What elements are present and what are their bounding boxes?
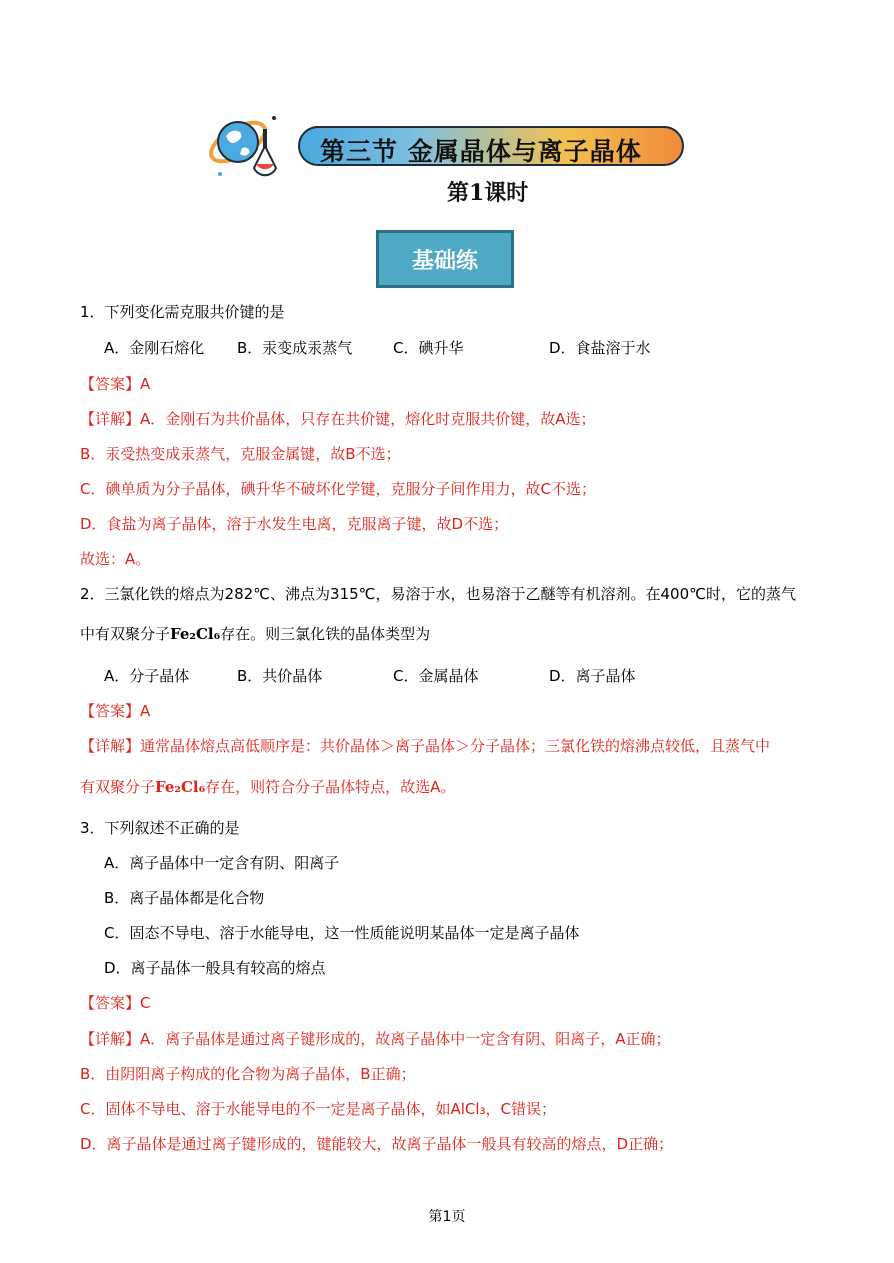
q1-explain-line: C．碘单质为分子晶体，碘升华不破坏化学键，克服分子间作用力，故C不选； bbox=[80, 480, 596, 498]
q3-stem: 3．下列叙述不正确的是 bbox=[80, 819, 240, 837]
q1-stem: 1．下列变化需克服共价键的是 bbox=[80, 303, 285, 321]
q2-explain-line1: 【详解】通常晶体熔点高低顺序是：共价晶体＞离子晶体＞分子晶体；三氯化铁的熔沸点较低，且蒸气中 bbox=[80, 737, 771, 755]
q1-explain-line: 【详解】A．金刚石为共价晶体，只存在共价键，熔化时克服共价键，故A选； bbox=[80, 410, 596, 428]
q1-option-b: B．汞变成汞蒸气 bbox=[237, 339, 353, 357]
q2-explain-part: 有双聚分子 bbox=[80, 778, 156, 796]
fe2cl6-formula: Fe₂Cl₆ bbox=[170, 625, 221, 643]
q3-explain-line: C．固体不导电、溶于水能导电的不一定是离子晶体，如AlCl₃，C错误； bbox=[80, 1100, 557, 1118]
q2-option-b: B．共价晶体 bbox=[237, 667, 323, 685]
fe2cl6-formula: Fe₂Cl₆ bbox=[155, 778, 206, 796]
q2-answer: 【答案】A bbox=[80, 702, 151, 720]
q1-option-a: A．金刚石熔化 bbox=[104, 339, 205, 357]
lesson-subtitle: 第1课时 bbox=[447, 180, 529, 206]
q1-option-c: C．碘升华 bbox=[393, 339, 464, 357]
page-title: 第三节 金属晶体与离子晶体 bbox=[320, 137, 642, 166]
section-badge-label: 基础练 bbox=[411, 247, 478, 274]
q2-stem-part: 存在。则三氯化铁的晶体类型为 bbox=[220, 625, 431, 643]
q1-answer: 【答案】A bbox=[80, 375, 151, 393]
q2-option-a: A．分子晶体 bbox=[104, 667, 190, 685]
q2-explain-line2 bbox=[80, 777, 455, 797]
q2-stem-part: 中有双聚分子 bbox=[80, 625, 171, 643]
section-badge bbox=[376, 230, 514, 288]
q1-option-d: D．食盐溶于水 bbox=[549, 339, 651, 357]
q3-option-d: D．离子晶体一般具有较高的熔点 bbox=[104, 959, 326, 977]
q3-option-c: C．固态不导电、溶于水能导电，这一性质能说明某晶体一定是离子晶体 bbox=[104, 924, 580, 942]
q2-stem-line2 bbox=[80, 624, 430, 644]
q2-stem-line1: 2．三氯化铁的熔点为282℃、沸点为315℃，易溶于水，也易溶于乙醚等有机溶剂。在400℃时，它的蒸气 bbox=[80, 585, 796, 603]
q3-explain-line: 【详解】A．离子晶体是通过离子键形成的，故离子晶体中一定含有阴、阳离子，A正确； bbox=[80, 1030, 671, 1048]
q1-conclusion: 故选：A。 bbox=[80, 550, 151, 568]
q2-option-c: C．金属晶体 bbox=[393, 667, 479, 685]
q3-explain-line: B．由阴阳离子构成的化合物为离子晶体，B正确； bbox=[80, 1065, 416, 1083]
q3-answer: 【答案】C bbox=[80, 994, 151, 1012]
title-banner bbox=[298, 126, 684, 166]
q2-explain-part: 存在，则符合分子晶体特点，故选A。 bbox=[205, 778, 456, 796]
globe-flask-logo-icon bbox=[204, 108, 294, 188]
q3-option-a: A．离子晶体中一定含有阴、阳离子 bbox=[104, 854, 340, 872]
q3-option-b: B．离子晶体都是化合物 bbox=[104, 889, 265, 907]
q3-explain-line: D．离子晶体是通过离子键形成的，键能较大，故离子晶体一般具有较高的熔点，D正确； bbox=[80, 1135, 674, 1153]
q1-explain-line: D．食盐为离子晶体，溶于水发生电离，克服离子键，故D不选； bbox=[80, 515, 509, 533]
q1-explain-line: B．汞受热变成汞蒸气，克服金属键，故B不选； bbox=[80, 445, 401, 463]
q2-option-d: D．离子晶体 bbox=[549, 667, 636, 685]
page-number: 第1页 bbox=[428, 1209, 466, 1225]
